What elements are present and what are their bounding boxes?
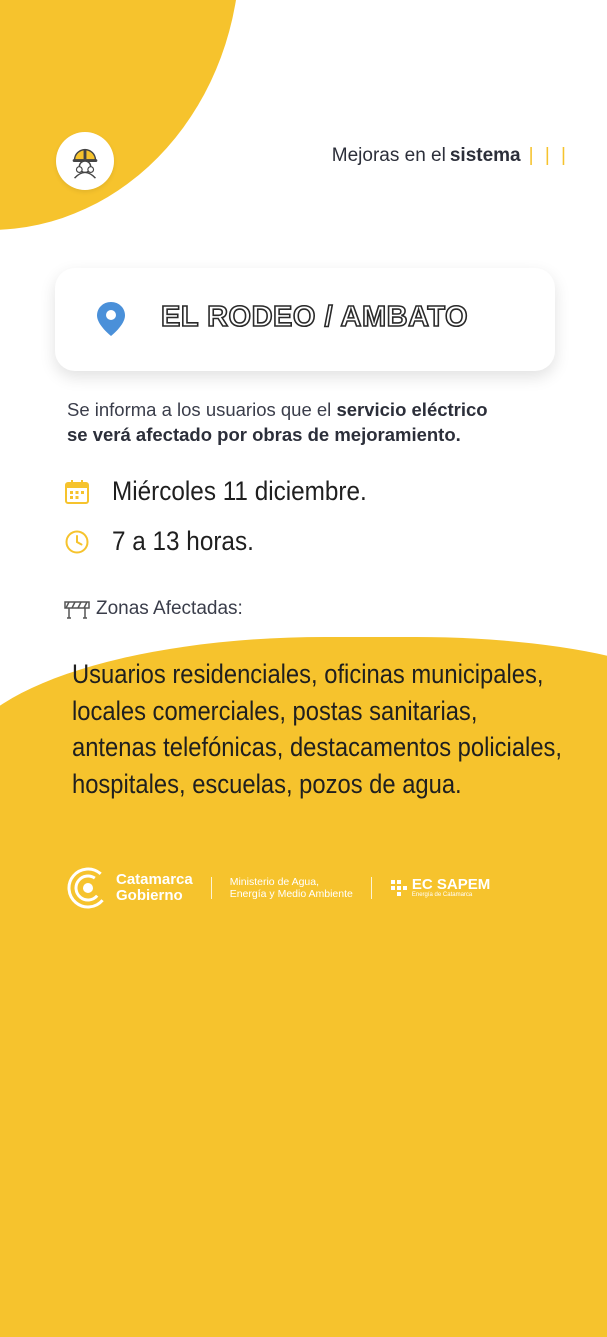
zones-heading [64, 598, 243, 620]
catamarca-logo [66, 866, 193, 910]
top-yellow-shape [0, 0, 240, 230]
zones-list: Usuarios residenciales, oficinas municipales, locales comerciales, postas sanitarias, antenas telefónicas, destacamentos policiales, hospitales, escuelas, pozos de agua. [72, 659, 563, 799]
ecsapem-emblem-icon [390, 879, 408, 897]
info-normal: Se informa a los usuarios que el [67, 399, 337, 420]
date-text: Miércoles 11 diciembre. [112, 476, 367, 506]
catamarca-emblem-icon [66, 866, 110, 910]
location-title: EL RODEO / AMBATO [161, 301, 469, 333]
location-card [55, 268, 555, 371]
engineer-logo [56, 132, 114, 190]
info-strong-2: se verá afectado por obras de mejoramiento. [67, 424, 461, 445]
header-bars: | | | [528, 145, 569, 166]
footer-logos [66, 866, 490, 910]
footer-divider-2 [371, 877, 372, 899]
location-pin-icon [97, 302, 125, 336]
gov-line-2: Gobierno [116, 887, 183, 904]
ec-sub: Energía de Catamarca [411, 892, 473, 898]
clock-icon [64, 529, 90, 555]
gov-line-1: Catamarca [116, 871, 193, 888]
engineer-icon [66, 142, 104, 180]
footer-divider [211, 877, 212, 899]
ministry-line-2: Energía y Medio Ambiente [229, 888, 353, 900]
ministry-logo [230, 876, 353, 900]
header-emphasis: sistema [449, 145, 521, 166]
time-text: 7 a 13 horas. [112, 526, 254, 556]
barrier-icon [64, 599, 90, 619]
info-strong-1: servicio eléctrico [336, 399, 488, 420]
date-row [64, 476, 395, 507]
header-prefix: Mejoras en el [331, 145, 446, 166]
info-text [67, 397, 567, 447]
zones-label: Zonas Afectadas: [96, 598, 243, 619]
time-row [64, 526, 270, 557]
ec-name: EC SAPEM [411, 876, 491, 893]
ministry-line-1: Ministerio de Agua, [229, 876, 320, 888]
header-title [332, 145, 569, 167]
ecsapem-logo [390, 878, 490, 898]
calendar-icon [64, 479, 90, 505]
